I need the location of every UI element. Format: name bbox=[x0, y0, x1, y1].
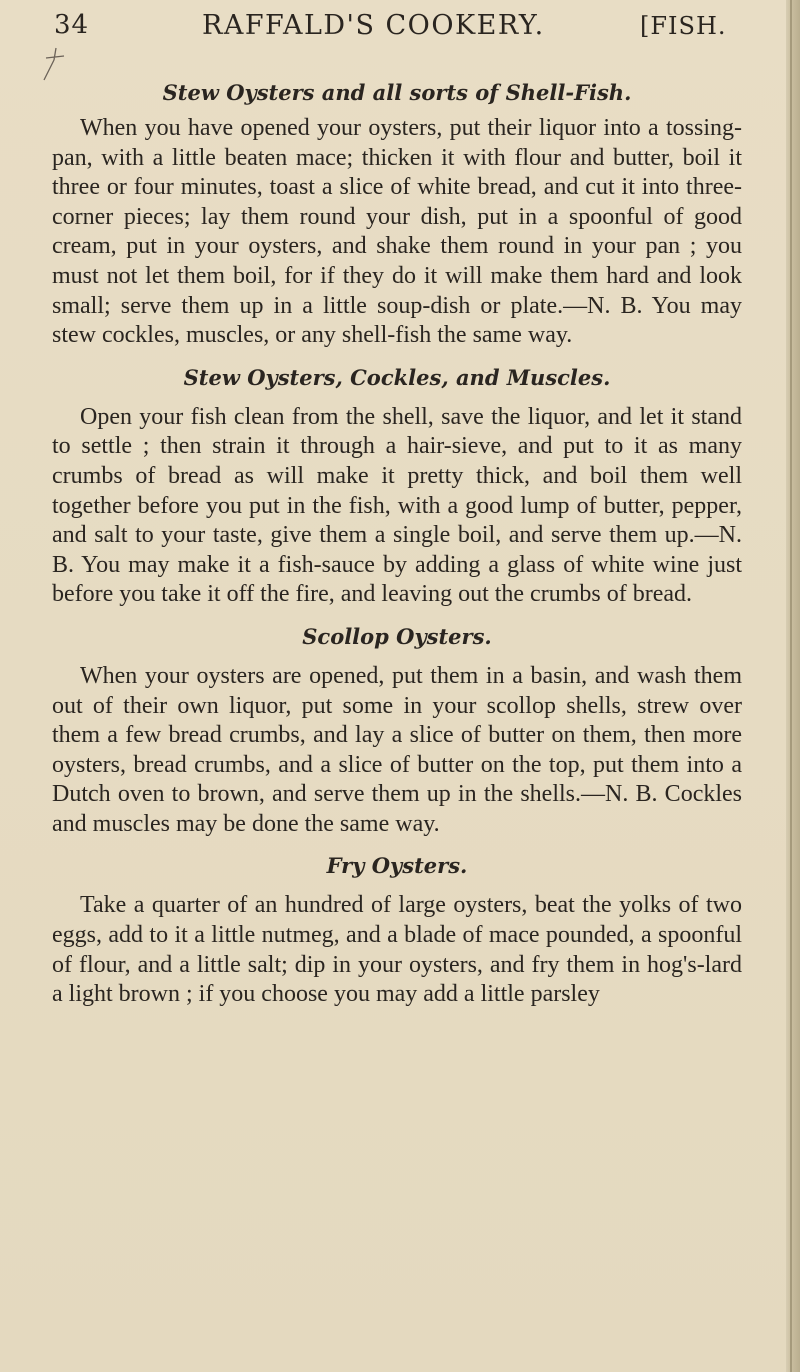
book-title: RAFFALD'S COOKERY. bbox=[202, 10, 545, 41]
section-label-text: [FISH. bbox=[640, 12, 727, 40]
recipe-text: When your oysters are opened, put them in a basin, and wash them out of their own liquor, put some in your scollop shells, strew over them a few bread crumbs, and lay a slice of butter on them, then more oysters, bread crumbs, and a slice of butter on the top, put them into a Dutch oven to brown, and serve them up in the shells.—N. B. Cockles and muscles may be done the same way. bbox=[52, 662, 742, 837]
page-number: 34 bbox=[54, 10, 90, 40]
page-edge bbox=[786, 0, 800, 1372]
recipe-text: When you have opened your oysters, put their liquor into a tossing-pan, with a little beaten mace; thicken it with flour and butter, boil it three or four minutes, toast a slice of white bread, and cut it into three-corner pieces; lay them round your dish, put in a spoonful of good cream, put in your oysters, and shake them round in your pan ; you must not let them boil, for if they do it will make them hard and look small; serve them up in a little soup-dish or plate.—N. B. You may stew cockles, muscles, or any shell-fish the same way. bbox=[52, 115, 742, 349]
page-edge-line bbox=[790, 0, 792, 1372]
recipe-title: Stew Oysters and all sorts of Shell-Fish. bbox=[162, 80, 632, 105]
recipe-title: Fry Oysters. bbox=[326, 853, 468, 879]
recipe-text: Take a quarter of an hundred of large oysters, beat the yolks of two eggs, add to it a little nutmeg, and a blade of mace pounded, a spoonful of flour, and a little salt; dip in your oysters, and fry them in hog's-lard a light brown ; if you choose you may add a little parsley bbox=[52, 892, 742, 1008]
recipe-title: Scollop Oysters. bbox=[302, 623, 492, 649]
running-head bbox=[52, 6, 742, 50]
recipe-text: Open your fish clean from the shell, save the liquor, and let it stand to settle ; then strain it through a hair-sieve, and put to it as many crumbs of bread as will make it pretty thick, and boil them well together before you put in the fish, with a good lump of butter, pepper, and salt to your taste, give them a single boil, and serve them up.—N. B. You may make it a fish-sauce by adding a glass of white wine just before you take it off the fire, and leaving out the crumbs of bread. bbox=[52, 403, 742, 608]
section-label bbox=[640, 12, 727, 40]
pencil-mark-icon bbox=[40, 46, 70, 82]
recipe-title: Stew Oysters, Cockles, and Muscles. bbox=[183, 364, 611, 390]
page-content bbox=[52, 6, 742, 1010]
